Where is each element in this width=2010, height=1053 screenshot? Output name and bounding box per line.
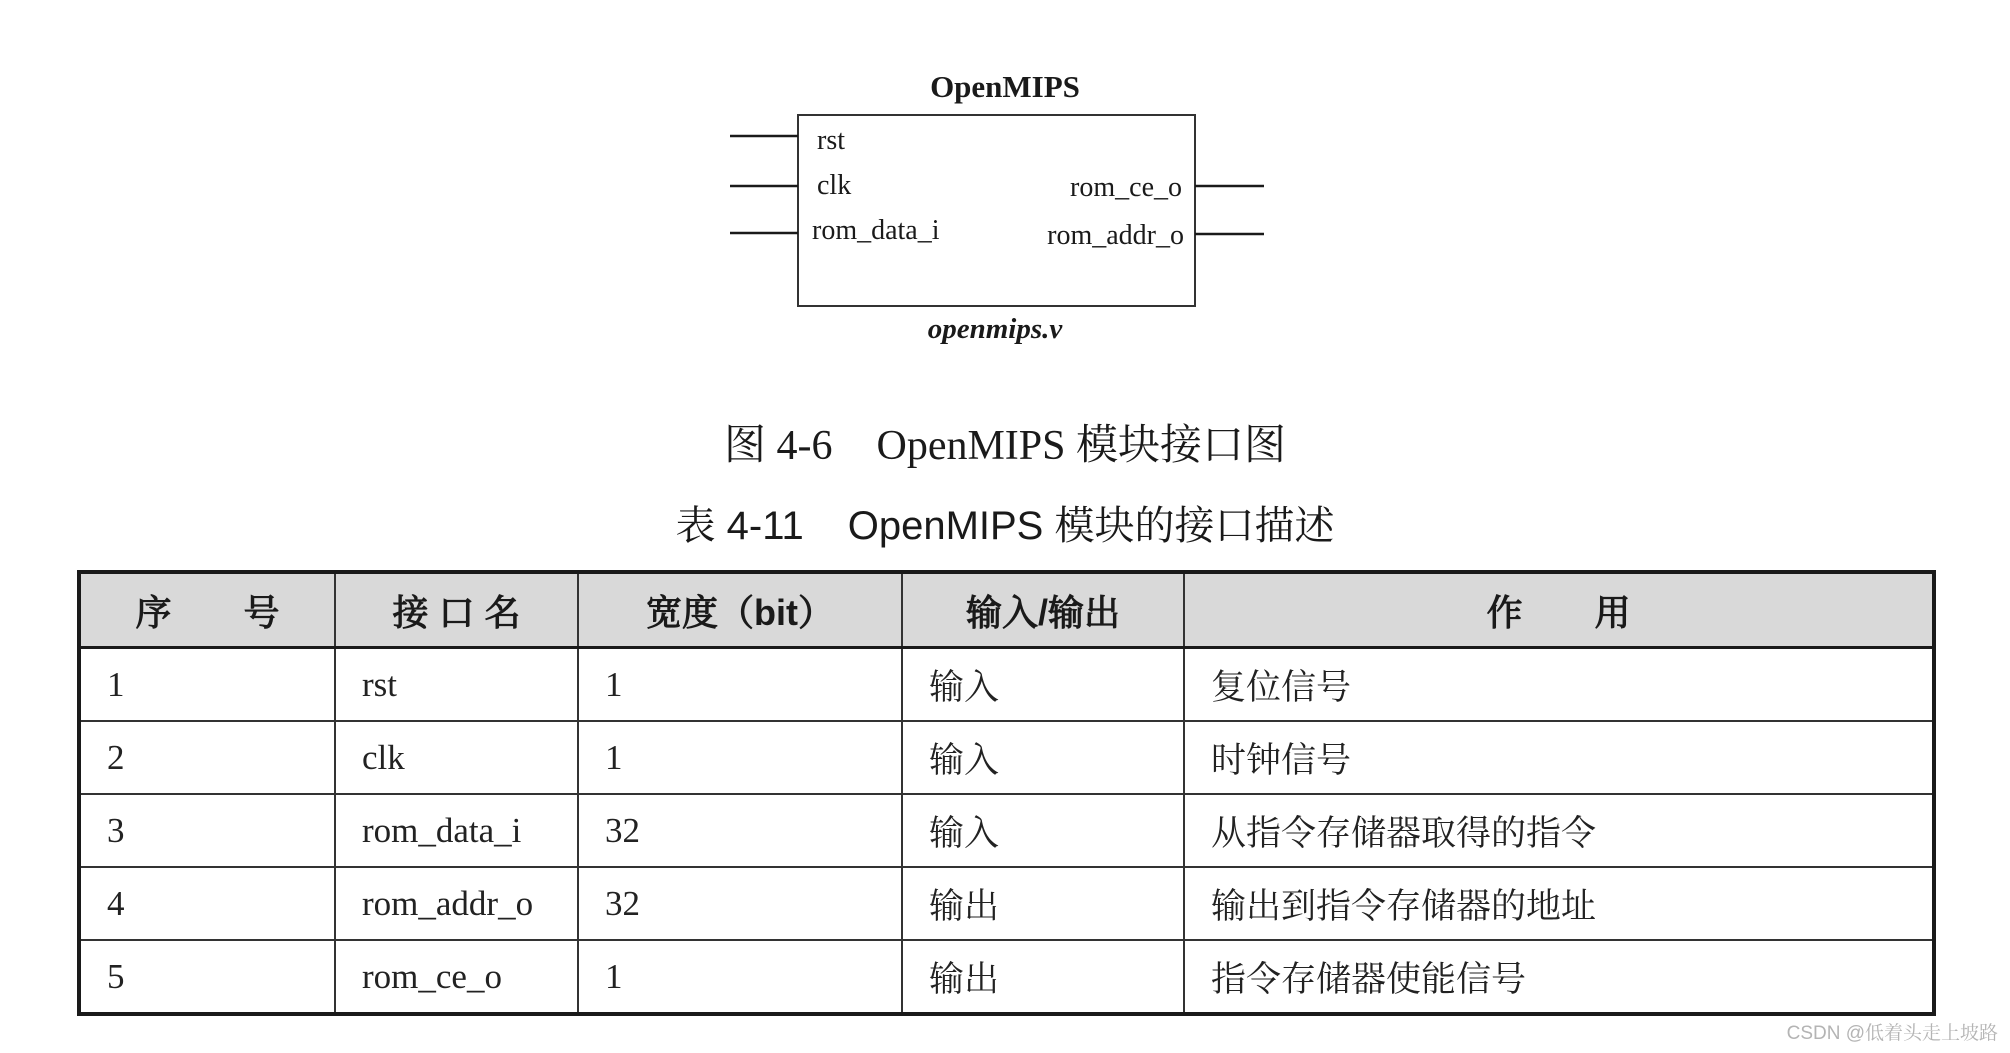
cell-function: 输出到指令存储器的地址: [1184, 867, 1934, 940]
figure-caption: [0, 412, 2010, 472]
header-width: 宽度（bit）: [578, 572, 902, 648]
cell-width: 1: [578, 940, 902, 1014]
cell-port-name: clk: [335, 721, 578, 794]
module-interface-diagram: [0, 0, 2010, 360]
module-name: OpenMIPS: [930, 69, 1080, 104]
cell-index: 2: [79, 721, 335, 794]
cell-index: 5: [79, 940, 335, 1014]
cell-index: 3: [79, 794, 335, 867]
cell-width: 32: [578, 867, 902, 940]
cell-port-name: rom_ce_o: [335, 940, 578, 1014]
watermark: CSDN @低着头走上坡路: [1786, 1023, 1998, 1044]
table-header-row: [79, 572, 1934, 648]
cell-width: 1: [578, 721, 902, 794]
module-file-name: openmips.v: [927, 313, 1063, 345]
cell-direction: 输入: [902, 794, 1184, 867]
cell-direction: 输入: [902, 721, 1184, 794]
table-row: [79, 648, 1934, 722]
table-row: [79, 721, 1934, 794]
header-port-name: 接 口 名: [335, 572, 578, 648]
table-caption: [0, 494, 2010, 551]
header-index: 序 号: [79, 572, 335, 648]
table-row: [79, 940, 1934, 1014]
figure-title: OpenMIPS 模块接口图: [876, 423, 1287, 469]
cell-direction: 输入: [902, 648, 1184, 722]
cell-width: 1: [578, 648, 902, 722]
cell-function: 复位信号: [1184, 648, 1934, 722]
header-direction: 输入/输出: [902, 572, 1184, 648]
table-title: OpenMIPS 模块的接口描述: [847, 504, 1335, 548]
cell-function: 从指令存储器取得的指令: [1184, 794, 1934, 867]
cell-port-name: rom_data_i: [335, 794, 578, 867]
port-label-rom-addr-o: rom_addr_o: [1047, 220, 1184, 251]
cell-index: 1: [79, 648, 335, 722]
header-function: 作 用: [1184, 572, 1934, 648]
port-label-rst: rst: [817, 125, 845, 156]
cell-width: 32: [578, 794, 902, 867]
port-label-clk: clk: [817, 170, 852, 201]
interface-table: [77, 570, 1936, 1016]
cell-port-name: rst: [335, 648, 578, 722]
cell-direction: 输出: [902, 940, 1184, 1014]
cell-port-name: rom_addr_o: [335, 867, 578, 940]
module-box: [798, 115, 1195, 306]
cell-function: 时钟信号: [1184, 721, 1934, 794]
cell-index: 4: [79, 867, 335, 940]
cell-function: 指令存储器使能信号: [1184, 940, 1934, 1014]
table-row: [79, 867, 1934, 940]
figure-number: 图 4-6: [723, 423, 833, 469]
port-label-rom-ce-o: rom_ce_o: [1070, 172, 1182, 203]
port-label-rom-data-i: rom_data_i: [812, 215, 940, 246]
table-number: 表 4-11: [675, 504, 804, 548]
cell-direction: 输出: [902, 867, 1184, 940]
table-row: [79, 794, 1934, 867]
